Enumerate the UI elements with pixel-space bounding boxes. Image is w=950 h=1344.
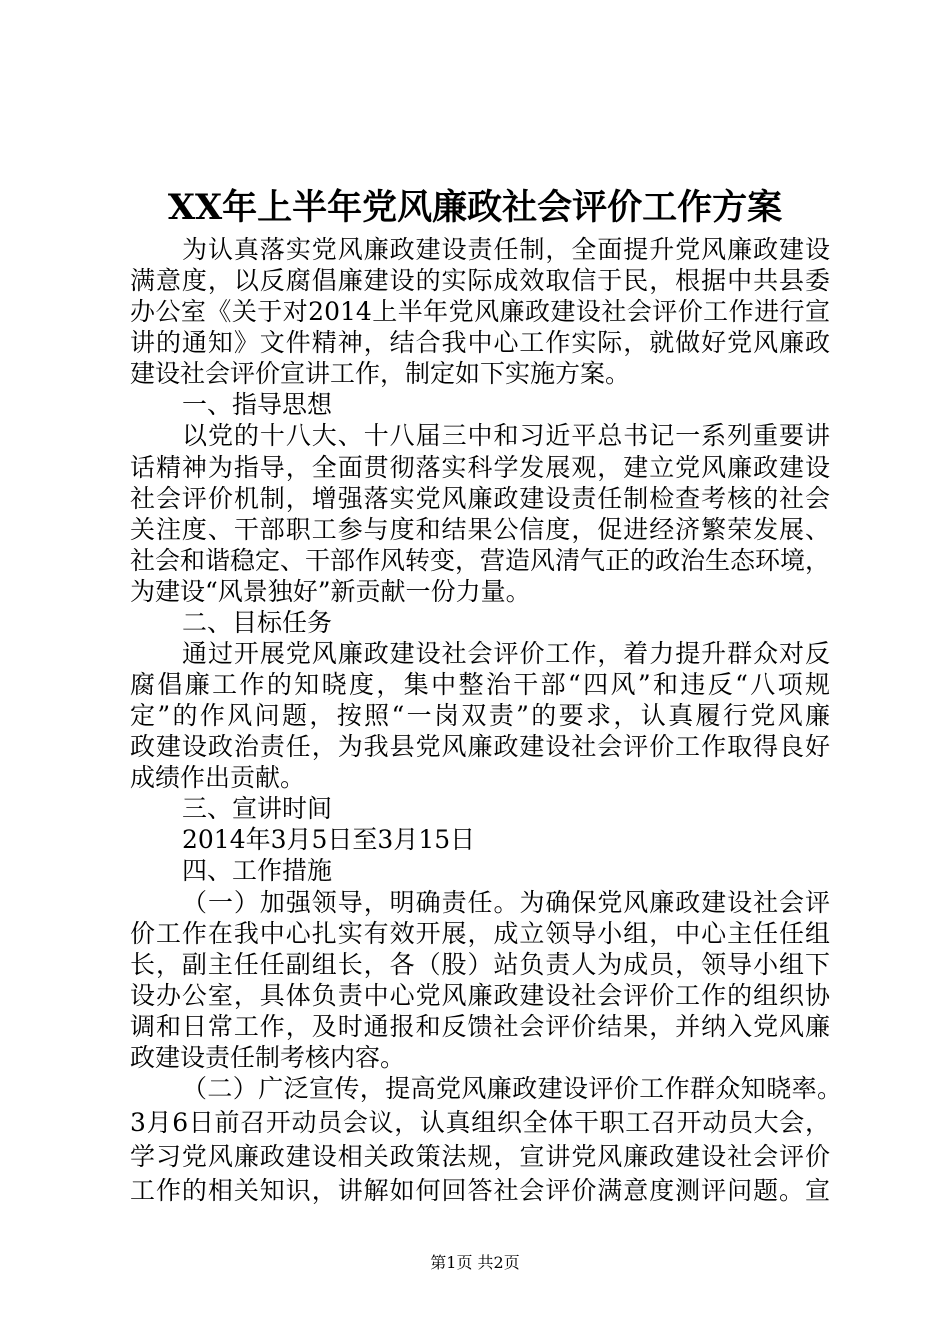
- body-line-22: （一）加强领导，明确责任。为确保党风廉政建设社会评: [182, 888, 830, 917]
- body-line-14: 通过开展党风廉政建设社会评价工作，着力提升群众对反: [182, 639, 830, 668]
- section-heading-2: 二、目标任务: [182, 608, 333, 637]
- body-line-24: 长，副主任任副组长，各（股）站负责人为成员，领导小组下: [130, 950, 830, 979]
- body-line-15: 腐倡廉工作的知晓度，集中整治干部“四风”和违反“八项规: [130, 670, 830, 699]
- body-line-23: 价工作在我中心扎实有效开展，成立领导小组，中心主任任组: [130, 919, 830, 948]
- body-line-8: 话精神为指导，全面贯彻落实科学发展观，建立党风廉政建设: [130, 453, 830, 482]
- body-line-4: 讲的通知》文件精神，结合我中心工作实际，就做好党风廉政: [130, 328, 830, 357]
- page-footer: 第1页 共2页: [430, 1253, 520, 1272]
- body-line-16: 定”的作风问题，按照“一岗双责”的要求，认真履行党风廉: [130, 701, 830, 730]
- body-line-7: 以党的十八大、十八届三中和习近平总书记一系列重要讲: [182, 421, 830, 450]
- body-line-27: 政建设责任制考核内容。: [130, 1043, 406, 1072]
- body-line-10: 关注度、干部职工参与度和结果公信度，促进经济繁荣发展、: [130, 515, 830, 544]
- body-line-12: 为建设“风景独好”新贡献一份力量。: [130, 577, 531, 606]
- body-line-28: （二）广泛宣传，提高党风廉政建设评价工作群众知晓率。: [182, 1074, 842, 1103]
- schedule-dates: 2014年3月5日至3月15日: [182, 825, 476, 854]
- body-line-30: 学习党风廉政建设相关政策法规，宣讲党风廉政建设社会评价: [130, 1142, 830, 1171]
- body-line-29: 3月6日前召开动员会议，认真组织全体干职工召开动员大会，: [130, 1108, 830, 1137]
- body-line-25: 设办公室，具体负责中心党风廉政建设社会评价工作的组织协: [130, 981, 830, 1010]
- body-line-31: 工作的相关知识，讲解如何回答社会评价满意度测评问题。宣: [130, 1176, 830, 1205]
- body-line-2: 满意度，以反腐倡廉建设的实际成效取信于民，根据中共县委: [130, 266, 830, 295]
- body-line-9: 社会评价机制，增强落实党风廉政建设责任制检查考核的社会: [130, 484, 830, 513]
- section-heading-3: 三、宣讲时间: [182, 794, 333, 823]
- body-line-1: 为认真落实党风廉政建设责任制，全面提升党风廉政建设: [182, 235, 830, 264]
- body-line-17: 政建设政治责任，为我县党风廉政建设社会评价工作取得良好: [130, 732, 830, 761]
- body-line-3: 办公室《关于对2014上半年党风廉政建设社会评价工作进行宣: [130, 297, 830, 326]
- section-heading-4: 四、工作措施: [182, 856, 333, 885]
- body-line-11: 社会和谐稳定、干部作风转变，营造风清气正的政治生态环境，: [130, 546, 831, 575]
- section-heading-1: 一、指导思想: [182, 390, 333, 419]
- body-line-26: 调和日常工作，及时通报和反馈社会评价结果，并纳入党风廉: [130, 1012, 830, 1041]
- body-line-18: 成绩作出贡献。: [130, 763, 306, 792]
- body-line-5: 建设社会评价宣讲工作，制定如下实施方案。: [130, 359, 631, 388]
- document-title: XX年上半年党风廉政社会评价工作方案: [167, 187, 783, 228]
